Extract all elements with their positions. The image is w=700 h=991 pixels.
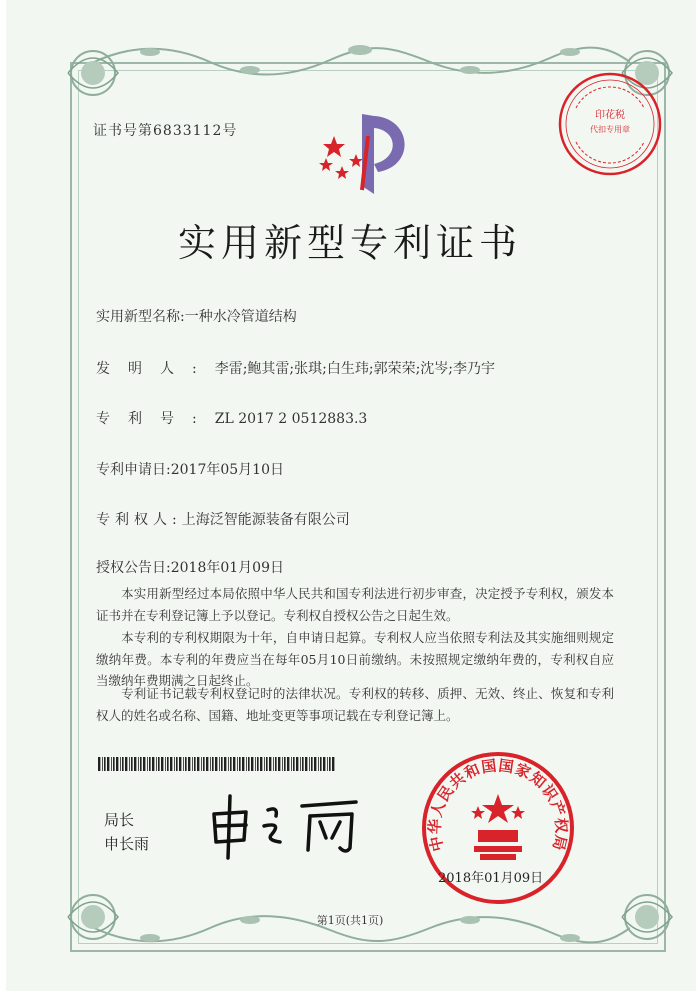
- patent-number-label: 专利号:: [96, 411, 215, 427]
- director-title: 局长: [104, 811, 135, 829]
- paragraph-examination: [96, 583, 614, 626]
- patent-number-row: [96, 408, 367, 428]
- svg-text:印花税: 印花税: [595, 110, 625, 121]
- grant-date-value: 2018年01月09日: [170, 560, 284, 576]
- filing-date-row: [96, 459, 284, 479]
- inventor-row: [96, 358, 495, 378]
- filing-date-label: 专利申请日:: [96, 462, 171, 478]
- inventor-value: 李雷;鲍其雷;张琪;白生玮;郭荣荣;沈岑;李乃宇: [214, 361, 496, 377]
- utility-model-name-value: 一种水冷管道结构: [184, 309, 297, 325]
- cnipa-logo-icon: [312, 106, 422, 196]
- tax-stamp: [554, 68, 666, 180]
- certificate-title: 实用新型专利证书: [177, 221, 522, 265]
- issue-date: 2018年01月09日: [438, 871, 544, 886]
- patentee-row: [96, 509, 350, 529]
- paragraph-legal-status-text: 专利证书记载专利权登记时的法律状况。专利权的转移、质押、无效、终止、恢复和专利权人的姓名或名称、国籍、地址变更等事项记载在专利登记簿上。: [96, 686, 614, 723]
- certificate-number: 证书号第6833112号: [93, 123, 238, 139]
- patentee-label: 专利权人:: [96, 512, 182, 528]
- grant-date-label: 授权公告日:: [96, 560, 171, 576]
- paragraph-term-text: 本专利的专利权期限为十年，自申请日起算。专利权人应当依照专利法及其实施细则规定缴纳年费。本专利的年费应当在每年05月10日前缴纳。未按照规定缴纳年费的，专利权自应当缴纳年费期满之日起终止。: [96, 630, 614, 688]
- paragraph-legal-status: [96, 683, 614, 726]
- utility-model-name-row: [96, 306, 297, 326]
- corner-ornament-top-left: [58, 38, 128, 108]
- paragraph-term: [96, 627, 614, 692]
- paragraph-examination-text: 本实用新型经过本局依照中华人民共和国专利法进行初步审查，决定授予专利权，颁发本证书并在专利登记簿上予以登记。专利权自授权公告之日起生效。: [96, 586, 614, 623]
- page-footer: 第1页(共1页): [316, 914, 384, 927]
- inventor-label: 发明人:: [96, 361, 215, 377]
- patentee-value: 上海泛智能源装备有限公司: [181, 512, 350, 528]
- utility-model-name-label: 实用新型名称:: [96, 309, 185, 325]
- patent-number-value: ZL 2017 2 0512883.3: [214, 411, 368, 427]
- barcode: [98, 757, 338, 771]
- director-name: 申长雨: [104, 835, 150, 853]
- top-vine-ornament: [90, 42, 630, 76]
- grant-date-row: [96, 557, 284, 577]
- svg-text:中华人民共和国国家知识产权局: 中华人民共和国国家知识产权局: [425, 756, 571, 854]
- filing-date-value: 2017年05月10日: [170, 462, 284, 478]
- director-signature-icon: [206, 792, 366, 862]
- svg-text:代扣专用章: 代扣专用章: [590, 125, 630, 134]
